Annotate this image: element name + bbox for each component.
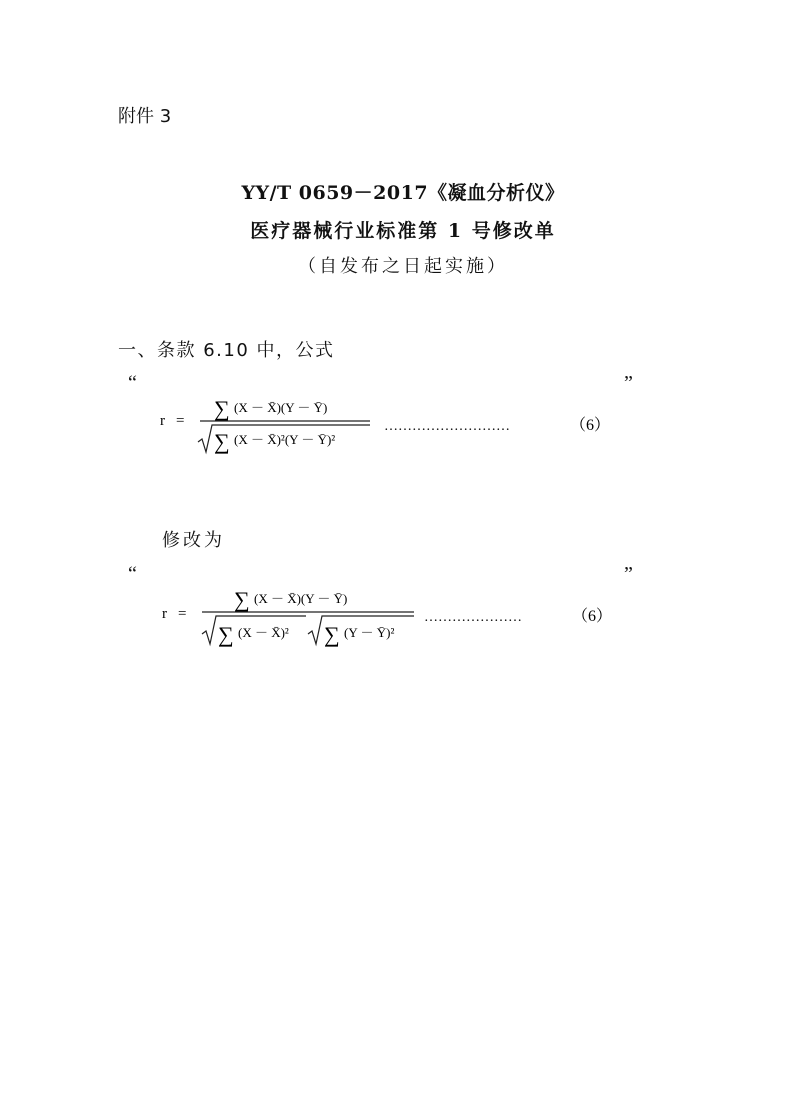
sum-symbol: ∑	[324, 622, 340, 647]
sum-symbol: ∑	[214, 429, 230, 454]
amendment-title: 医疗器械行业标准第 1 号修改单	[250, 220, 556, 242]
formula-lhs: r	[162, 606, 167, 622]
equation-number: （6）	[572, 608, 613, 625]
clause-heading: 一、条款 6.10 中，公式	[118, 340, 335, 361]
attachment-label: 附件 3	[118, 106, 172, 127]
standard-title: YY/T 0659－2017《凝血分析仪》	[241, 182, 565, 204]
formula-equals: =	[178, 606, 187, 622]
effective-note: （自发布之日起实施）	[298, 256, 508, 277]
formula-lhs: r	[160, 413, 165, 429]
sum-symbol: ∑	[234, 587, 250, 612]
formula-revised	[160, 585, 630, 660]
formula-denominator-y: (Y － Ȳ)²	[344, 625, 395, 640]
title-block	[0, 178, 786, 280]
dot-leader: …………………	[424, 610, 522, 625]
formula-original	[158, 392, 628, 467]
modify-label: 修改为	[162, 530, 225, 551]
formula-denominator: (X － X̄)²(Y － Ȳ)²	[234, 432, 336, 447]
equation-number: （6）	[570, 417, 611, 434]
formula-numerator: (X － X̄)(Y － Ȳ)	[234, 400, 328, 415]
formula-numerator: (X － X̄)(Y － Ȳ)	[254, 591, 348, 606]
dot-leader: ………………………	[384, 419, 510, 434]
sum-symbol: ∑	[214, 396, 230, 421]
open-quote-revised: “	[128, 563, 137, 585]
open-quote-original: “	[128, 372, 137, 394]
close-quote-revised: ”	[624, 563, 633, 585]
formula-denominator-x: (X － X̄)²	[238, 625, 289, 640]
formula-equals: =	[176, 413, 185, 429]
close-quote-original: ”	[624, 372, 633, 394]
sum-symbol: ∑	[218, 622, 234, 647]
